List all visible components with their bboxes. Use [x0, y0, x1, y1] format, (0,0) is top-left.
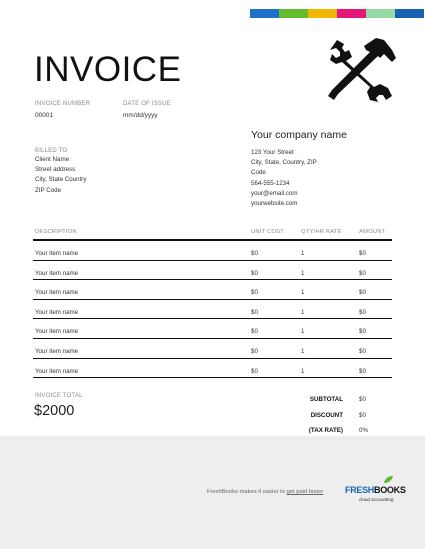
- footer-text: [207, 489, 323, 495]
- item-amount: $0: [359, 348, 366, 355]
- item-unit-cost: $0: [251, 367, 258, 375]
- column-header-unit-cost: UNIT COST: [251, 229, 284, 235]
- column-header-amount: AMOUNT: [359, 229, 386, 235]
- brand-fresh: FRESH: [345, 485, 375, 495]
- item-amount: $0: [359, 367, 366, 375]
- leaf-icon: [383, 476, 393, 484]
- table-row: [33, 241, 392, 261]
- item-name: Your item name: [35, 328, 79, 336]
- color-swatch: [395, 9, 424, 18]
- item-unit-cost: $0: [251, 250, 258, 257]
- company-line: yourwebsite.com: [251, 200, 298, 208]
- color-swatch: [279, 9, 308, 18]
- item-qty: 1: [301, 367, 305, 375]
- freshbooks-logo[interactable]: [345, 480, 406, 506]
- invoice-title: INVOICE: [34, 50, 182, 89]
- color-bar: [250, 9, 424, 18]
- tax-rate-label: (TAX RATE): [308, 427, 343, 434]
- billed-to-address: [35, 155, 86, 196]
- table-row: [33, 280, 392, 300]
- column-header-description: DESCRIPTION: [35, 229, 77, 235]
- item-name: Your item name: [35, 308, 79, 316]
- item-unit-cost: $0: [251, 308, 258, 316]
- company-line: your@email.com: [251, 189, 298, 197]
- item-amount: $0: [359, 328, 366, 336]
- table-row: [33, 300, 392, 320]
- brand-tagline: cloud accounting: [359, 497, 394, 502]
- table-row: [33, 339, 392, 359]
- tools-icon: [326, 36, 396, 102]
- billed-line: Client Name: [35, 156, 70, 163]
- column-header-qty: QTY/HR RATE: [301, 229, 342, 235]
- item-unit-cost: $0: [251, 348, 258, 355]
- item-name: Your item name: [35, 348, 79, 355]
- item-name: Your item name: [35, 250, 79, 257]
- item-name: Your item name: [35, 269, 79, 277]
- item-qty: 1: [301, 289, 305, 297]
- color-swatch: [337, 9, 366, 18]
- table-row: [33, 359, 392, 379]
- discount-value: $0: [359, 412, 366, 419]
- item-qty: 1: [301, 328, 305, 336]
- item-unit-cost: $0: [251, 328, 258, 336]
- table-row: [33, 319, 392, 339]
- date-of-issue: mm/dd/yyyy: [123, 112, 158, 119]
- billed-line: Street address: [35, 166, 76, 174]
- item-qty: 1: [301, 250, 305, 257]
- tax-rate-value: 0%: [359, 427, 368, 434]
- item-amount: $0: [359, 308, 366, 316]
- company-line: 123 Your Street: [251, 149, 294, 156]
- item-qty: 1: [301, 269, 305, 277]
- company-address: [251, 148, 317, 209]
- invoice-number-label: INVOICE NUMBER: [35, 101, 91, 107]
- item-unit-cost: $0: [251, 269, 258, 277]
- company-name: Your company name: [251, 129, 347, 141]
- billed-line: ZIP Code: [35, 186, 62, 194]
- invoice-total-label: INVOICE TOTAL: [35, 393, 83, 399]
- item-amount: $0: [359, 289, 366, 297]
- invoice-number: 00001: [35, 112, 54, 119]
- item-amount: $0: [359, 269, 366, 277]
- footer-message: FreshBooks makes it easier to: [207, 489, 287, 495]
- company-line: City, State, Country, ZIP: [251, 159, 317, 167]
- item-qty: 1: [301, 308, 305, 316]
- date-of-issue-label: DATE OF ISSUE: [123, 101, 171, 107]
- subtotal-label: SUBTOTAL: [309, 396, 343, 403]
- company-line: 564-555-1234: [251, 179, 290, 187]
- billed-to-label: BILLED TO: [35, 148, 68, 154]
- color-swatch: [308, 9, 337, 18]
- item-unit-cost: $0: [251, 289, 258, 297]
- color-swatch: [366, 9, 395, 18]
- discount-label: DISCOUNT: [310, 412, 343, 419]
- get-paid-faster-link[interactable]: get paid faster: [286, 489, 324, 495]
- table-row: [33, 261, 392, 281]
- item-amount: $0: [359, 250, 366, 257]
- brand-books: BOOKS: [374, 485, 406, 495]
- color-swatch: [250, 9, 279, 18]
- item-name: Your item name: [35, 367, 79, 375]
- company-line: Code: [251, 169, 266, 177]
- invoice-total: $2000: [34, 403, 75, 419]
- item-name: Your item name: [35, 289, 79, 297]
- item-qty: 1: [301, 348, 305, 355]
- subtotal-value: $0: [359, 396, 366, 403]
- billed-line: City, State Country: [35, 176, 87, 184]
